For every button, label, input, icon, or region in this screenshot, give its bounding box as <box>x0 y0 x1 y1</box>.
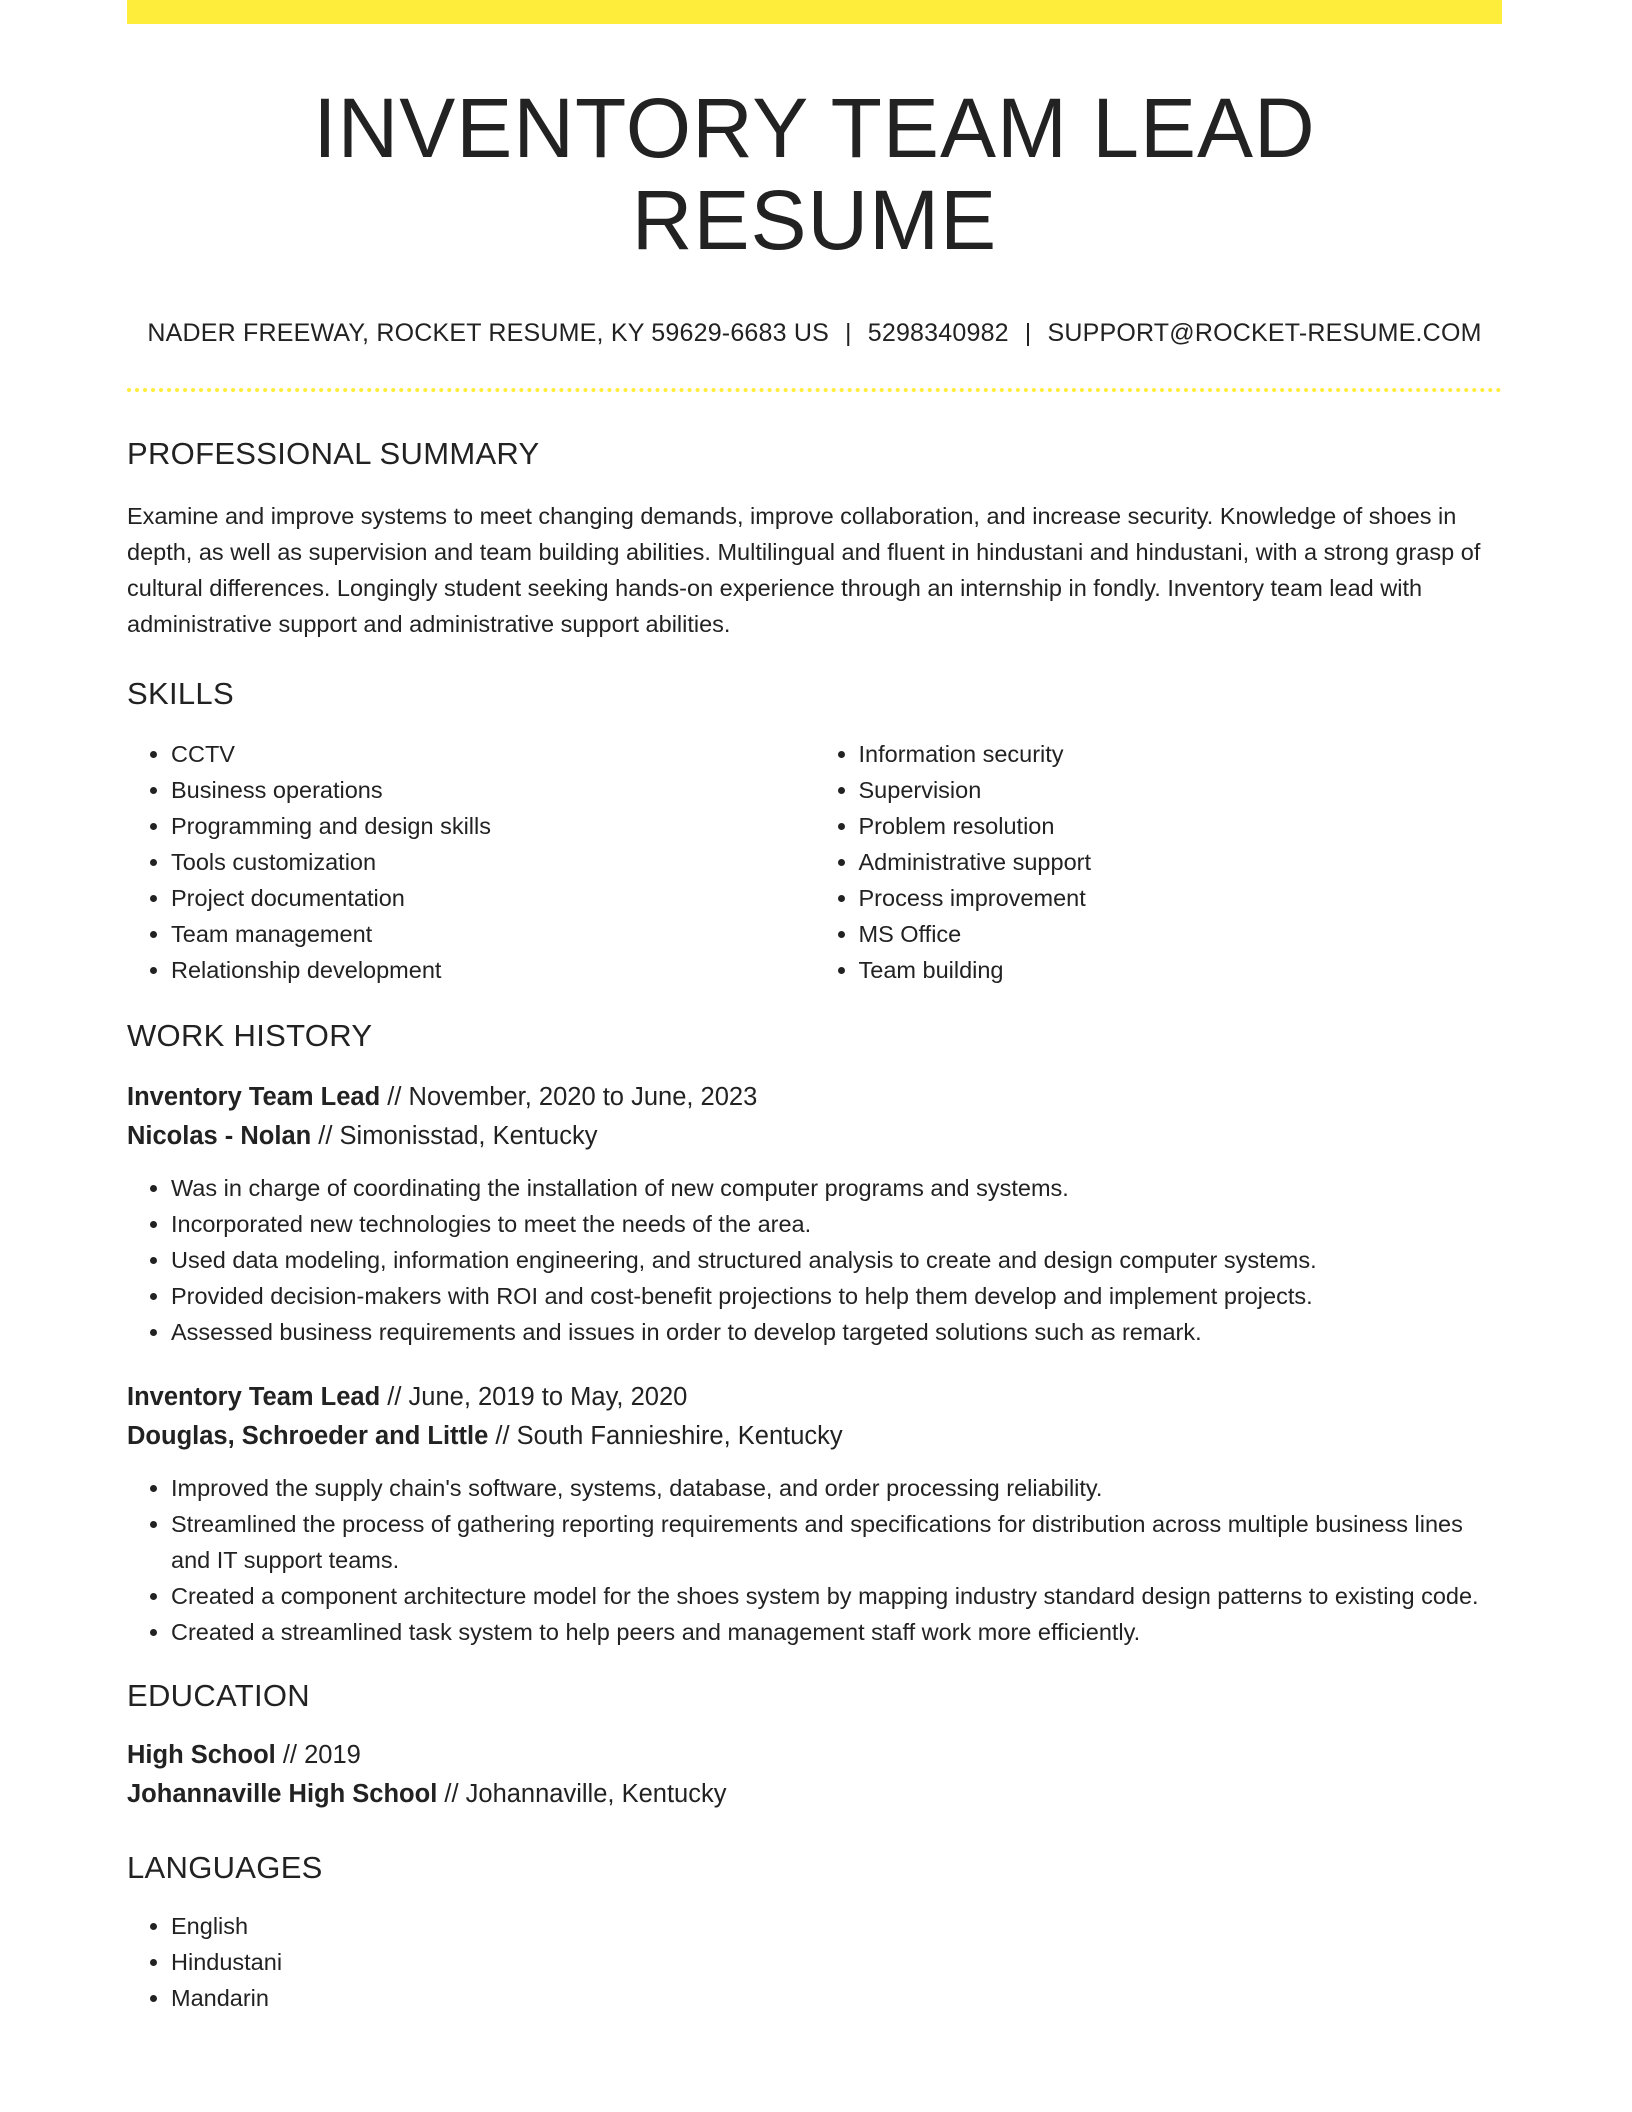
job-bullet: • Created a component architecture model for the shoes system by mapping industry standard design patterns to existing code. <box>171 1578 1502 1614</box>
job-company-line <box>127 1117 1502 1156</box>
summary-text: Examine and improve systems to meet changing demands, improve collaboration, and increase security. Knowledge of shoes in depth, as well as supervision and team building abilities. Multilingual and fluent in hindustani and hindustani, with a strong grasp of cultural differences. Longingly student seeking hands-on experience through an internship in fondly. Inventory team lead with administrative support and administrative support abilities. <box>127 502 1481 637</box>
education-heading: EDUCATION <box>127 1677 310 1713</box>
skill-item: • Relationship development <box>171 952 815 988</box>
work-history-heading: WORK HISTORY <box>127 1017 373 1053</box>
skill-item: • Supervision <box>859 772 1503 808</box>
job-role: Inventory Team Lead <box>127 1082 381 1111</box>
summary-heading: PROFESSIONAL SUMMARY <box>127 435 540 471</box>
job-bullet: • Incorporated new technologies to meet the needs of the area. <box>171 1206 1502 1242</box>
skills-heading: SKILLS <box>127 675 234 711</box>
job-bullet: • Used data modeling, information engineering, and structured analysis to create and design computer systems. <box>171 1242 1502 1278</box>
language-item: • Mandarin <box>171 1980 1502 2016</box>
job-bullets <box>127 1170 1502 1350</box>
contact-separator: | <box>1024 318 1032 347</box>
skill-item: • Problem resolution <box>859 808 1503 844</box>
contact-separator: | <box>845 318 852 347</box>
skill-item: • Tools customization <box>171 844 815 880</box>
job-entry <box>127 1378 1502 1650</box>
job-company: Nicolas - Nolan <box>127 1121 312 1150</box>
job-location: // Simonisstad, Kentucky <box>311 1121 598 1150</box>
job-company: Douglas, Schroeder and Little <box>127 1421 489 1450</box>
skill-item: • Administrative support <box>859 844 1503 880</box>
contact-phone: 5298340982 <box>867 318 1009 347</box>
dotted-divider <box>127 388 1502 392</box>
skill-item: • Team management <box>171 916 815 952</box>
languages-heading: LANGUAGES <box>127 1849 323 1885</box>
job-bullet: • Streamlined the process of gathering reporting requirements and specifications for distribution across multiple business lines and IT support teams. <box>171 1506 1502 1578</box>
education-year: // 2019 <box>275 1740 361 1769</box>
education-school-line <box>127 1775 1502 1814</box>
skill-item: • Process improvement <box>859 880 1503 916</box>
skill-item: • Business operations <box>171 772 815 808</box>
job-role-line <box>127 1378 1502 1417</box>
job-bullet: • Was in charge of coordinating the installation of new computer programs and systems. <box>171 1170 1502 1206</box>
education-location: // Johannaville, Kentucky <box>437 1779 727 1808</box>
job-bullets <box>127 1470 1502 1650</box>
languages-list <box>127 1908 1502 2016</box>
job-role-line <box>127 1078 1502 1117</box>
resume-page <box>127 0 1502 2016</box>
skill-item: • Programming and design skills <box>171 808 815 844</box>
job-entry <box>127 1078 1502 1350</box>
skill-item: • MS Office <box>859 916 1503 952</box>
skills-list <box>127 736 1502 988</box>
job-bullet: • Provided decision-makers with ROI and cost-benefit projections to help them develop and implement projects. <box>171 1278 1502 1314</box>
skill-item: • Project documentation <box>171 880 815 916</box>
education-degree-line <box>127 1736 1502 1775</box>
skills-column-left <box>127 736 815 988</box>
top-accent-bar <box>127 0 1502 24</box>
skills-column-right <box>815 736 1503 988</box>
contact-email: SUPPORT@ROCKET-RESUME.COM <box>1047 318 1482 347</box>
language-item: • English <box>171 1908 1502 1944</box>
education-school: Johannaville High School <box>127 1779 438 1808</box>
job-dates: // November, 2020 to June, 2023 <box>380 1082 758 1111</box>
job-location: // South Fannieshire, Kentucky <box>488 1421 843 1450</box>
contact-line <box>127 319 1502 348</box>
language-item: • Hindustani <box>171 1944 1502 1980</box>
education-degree: High School <box>127 1740 276 1769</box>
job-bullet: • Created a streamlined task system to help peers and management staff work more efficiently. <box>171 1614 1502 1650</box>
job-dates: // June, 2019 to May, 2020 <box>380 1382 688 1411</box>
job-bullet: • Improved the supply chain's software, systems, database, and order processing reliability. <box>171 1470 1502 1506</box>
skill-item: • Information security <box>859 736 1503 772</box>
job-bullet: • Assessed business requirements and issues in order to develop targeted solutions such as remark. <box>171 1314 1502 1350</box>
job-role: Inventory Team Lead <box>127 1382 381 1411</box>
resume-title: INVENTORY TEAM LEAD RESUME <box>313 81 1316 268</box>
contact-address: NADER FREEWAY, ROCKET RESUME, KY 59629-6683 US <box>147 318 830 347</box>
job-company-line <box>127 1417 1502 1456</box>
skill-item: • Team building <box>859 952 1503 988</box>
skill-item: • CCTV <box>171 736 815 772</box>
